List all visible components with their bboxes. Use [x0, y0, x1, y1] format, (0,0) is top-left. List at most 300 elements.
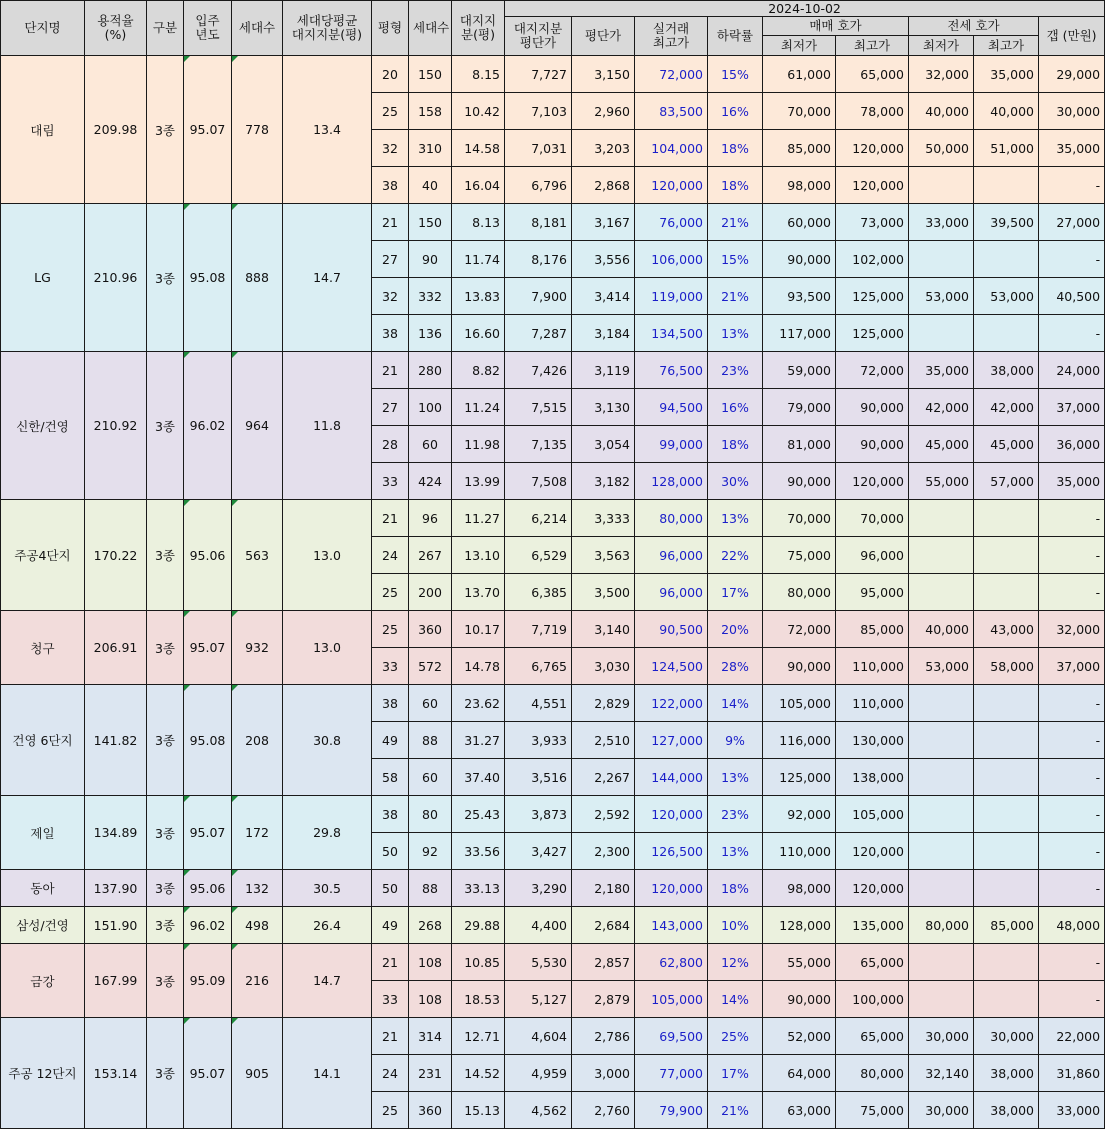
max-deal-cell[interactable]: 83,500: [635, 93, 708, 130]
max-deal-cell[interactable]: 143,000: [635, 907, 708, 944]
land-share-cell[interactable]: 15.13: [452, 1092, 505, 1129]
gap-cell[interactable]: -: [1039, 759, 1105, 796]
max-deal-cell[interactable]: 120,000: [635, 870, 708, 907]
sale-min-cell[interactable]: 128,000: [763, 907, 836, 944]
sale-max-cell[interactable]: 72,000: [836, 352, 909, 389]
land-share-cell[interactable]: 14.58: [452, 130, 505, 167]
land-share-cell[interactable]: 11.98: [452, 426, 505, 463]
pyeong-cell[interactable]: 38: [372, 167, 409, 204]
per-pyeong-price-cell[interactable]: 3,130: [572, 389, 635, 426]
land-share-cell[interactable]: 29.88: [452, 907, 505, 944]
max-deal-cell[interactable]: 127,000: [635, 722, 708, 759]
jeonse-min-cell[interactable]: 50,000: [909, 130, 974, 167]
unit-count-cell[interactable]: 108: [409, 981, 452, 1018]
complex-name[interactable]: 신한/건영: [1, 352, 85, 500]
max-deal-cell[interactable]: 104,000: [635, 130, 708, 167]
max-deal-cell[interactable]: 79,900: [635, 1092, 708, 1129]
drop-rate-cell[interactable]: 18%: [708, 130, 763, 167]
pyeong-cell[interactable]: 50: [372, 833, 409, 870]
land-price-cell[interactable]: 3,290: [505, 870, 572, 907]
drop-rate-cell[interactable]: 13%: [708, 759, 763, 796]
zone-type[interactable]: 3종: [147, 204, 184, 352]
gap-cell[interactable]: -: [1039, 944, 1105, 981]
sale-max-cell[interactable]: 110,000: [836, 685, 909, 722]
sale-min-cell[interactable]: 85,000: [763, 130, 836, 167]
sale-max-cell[interactable]: 135,000: [836, 907, 909, 944]
jeonse-max-cell[interactable]: [974, 759, 1039, 796]
move-in-year[interactable]: 95.06: [184, 870, 232, 907]
per-pyeong-price-cell[interactable]: 2,960: [572, 93, 635, 130]
per-pyeong-price-cell[interactable]: 2,868: [572, 167, 635, 204]
per-pyeong-price-cell[interactable]: 2,786: [572, 1018, 635, 1055]
sale-max-cell[interactable]: 130,000: [836, 722, 909, 759]
avg-land-share[interactable]: 14.7: [283, 204, 372, 352]
land-price-cell[interactable]: 3,933: [505, 722, 572, 759]
jeonse-min-cell[interactable]: 53,000: [909, 648, 974, 685]
complex-name[interactable]: 주공4단지: [1, 500, 85, 611]
land-price-cell[interactable]: 6,214: [505, 500, 572, 537]
pyeong-cell[interactable]: 24: [372, 537, 409, 574]
per-pyeong-price-cell[interactable]: 3,184: [572, 315, 635, 352]
drop-rate-cell[interactable]: 17%: [708, 574, 763, 611]
land-price-cell[interactable]: 4,551: [505, 685, 572, 722]
max-deal-cell[interactable]: 105,000: [635, 981, 708, 1018]
jeonse-min-cell[interactable]: 35,000: [909, 352, 974, 389]
unit-count-cell[interactable]: 310: [409, 130, 452, 167]
unit-count-cell[interactable]: 280: [409, 352, 452, 389]
unit-count-cell[interactable]: 80: [409, 796, 452, 833]
floor-area-ratio[interactable]: 170.22: [85, 500, 147, 611]
jeonse-min-cell[interactable]: [909, 833, 974, 870]
unit-count-cell[interactable]: 150: [409, 204, 452, 241]
land-share-cell[interactable]: 16.60: [452, 315, 505, 352]
per-pyeong-price-cell[interactable]: 3,000: [572, 1055, 635, 1092]
complex-name[interactable]: 금강: [1, 944, 85, 1018]
jeonse-max-cell[interactable]: 35,000: [974, 56, 1039, 93]
sale-min-cell[interactable]: 72,000: [763, 611, 836, 648]
per-pyeong-price-cell[interactable]: 3,119: [572, 352, 635, 389]
household-count[interactable]: 932: [232, 611, 283, 685]
household-count[interactable]: 905: [232, 1018, 283, 1129]
sale-min-cell[interactable]: 61,000: [763, 56, 836, 93]
drop-rate-cell[interactable]: 23%: [708, 352, 763, 389]
max-deal-cell[interactable]: 76,500: [635, 352, 708, 389]
move-in-year[interactable]: 95.07: [184, 611, 232, 685]
unit-count-cell[interactable]: 88: [409, 722, 452, 759]
drop-rate-cell[interactable]: 9%: [708, 722, 763, 759]
drop-rate-cell[interactable]: 16%: [708, 93, 763, 130]
table-row[interactable]: [1, 796, 1105, 833]
drop-rate-cell[interactable]: 16%: [708, 389, 763, 426]
max-deal-cell[interactable]: 99,000: [635, 426, 708, 463]
sale-min-cell[interactable]: 70,000: [763, 500, 836, 537]
land-share-cell[interactable]: 25.43: [452, 796, 505, 833]
per-pyeong-price-cell[interactable]: 3,140: [572, 611, 635, 648]
col-header-avg-land[interactable]: [283, 1, 372, 56]
drop-rate-cell[interactable]: 17%: [708, 1055, 763, 1092]
move-in-year[interactable]: 96.02: [184, 352, 232, 500]
land-price-cell[interactable]: 7,900: [505, 278, 572, 315]
sale-max-cell[interactable]: 80,000: [836, 1055, 909, 1092]
sale-min-cell[interactable]: 55,000: [763, 944, 836, 981]
sale-max-cell[interactable]: 120,000: [836, 833, 909, 870]
col-header-gap[interactable]: 갭 (만원): [1039, 17, 1105, 56]
sale-max-cell[interactable]: 96,000: [836, 537, 909, 574]
zone-type[interactable]: 3종: [147, 500, 184, 611]
pyeong-cell[interactable]: 50: [372, 870, 409, 907]
land-share-cell[interactable]: 13.83: [452, 278, 505, 315]
pyeong-cell[interactable]: 25: [372, 1092, 409, 1129]
pyeong-cell[interactable]: 21: [372, 500, 409, 537]
gap-cell[interactable]: -: [1039, 796, 1105, 833]
sale-max-cell[interactable]: 78,000: [836, 93, 909, 130]
gap-cell[interactable]: -: [1039, 981, 1105, 1018]
sale-min-cell[interactable]: 93,500: [763, 278, 836, 315]
land-price-cell[interactable]: 7,508: [505, 463, 572, 500]
jeonse-max-cell[interactable]: 40,000: [974, 93, 1039, 130]
sale-max-cell[interactable]: 65,000: [836, 944, 909, 981]
unit-count-cell[interactable]: 231: [409, 1055, 452, 1092]
per-pyeong-price-cell[interactable]: 3,563: [572, 537, 635, 574]
pyeong-cell[interactable]: 49: [372, 907, 409, 944]
table-row[interactable]: [1, 204, 1105, 241]
unit-count-cell[interactable]: 200: [409, 574, 452, 611]
land-price-cell[interactable]: 6,529: [505, 537, 572, 574]
jeonse-min-cell[interactable]: [909, 759, 974, 796]
gap-cell[interactable]: 33,000: [1039, 1092, 1105, 1129]
per-pyeong-price-cell[interactable]: 2,510: [572, 722, 635, 759]
sale-min-cell[interactable]: 92,000: [763, 796, 836, 833]
floor-area-ratio[interactable]: 210.92: [85, 352, 147, 500]
sale-max-cell[interactable]: 125,000: [836, 278, 909, 315]
col-header-sale[interactable]: [763, 17, 909, 56]
complex-name[interactable]: 청구: [1, 611, 85, 685]
land-share-cell[interactable]: 37.40: [452, 759, 505, 796]
jeonse-min-cell[interactable]: [909, 796, 974, 833]
land-share-cell[interactable]: 13.10: [452, 537, 505, 574]
gap-cell[interactable]: 35,000: [1039, 463, 1105, 500]
land-share-cell[interactable]: 10.42: [452, 93, 505, 130]
sale-min-cell[interactable]: 90,000: [763, 241, 836, 278]
jeonse-max-cell[interactable]: [974, 870, 1039, 907]
max-deal-cell[interactable]: 106,000: [635, 241, 708, 278]
pyeong-cell[interactable]: 38: [372, 685, 409, 722]
col-header-land-share[interactable]: [452, 1, 505, 56]
sale-min-cell[interactable]: 105,000: [763, 685, 836, 722]
jeonse-max-cell[interactable]: 38,000: [974, 1055, 1039, 1092]
land-price-cell[interactable]: 7,515: [505, 389, 572, 426]
drop-rate-cell[interactable]: 10%: [708, 907, 763, 944]
unit-count-cell[interactable]: 424: [409, 463, 452, 500]
jeonse-max-cell[interactable]: 43,000: [974, 611, 1039, 648]
jeonse-max-cell[interactable]: 38,000: [974, 1092, 1039, 1129]
land-price-cell[interactable]: 7,719: [505, 611, 572, 648]
pyeong-cell[interactable]: 27: [372, 389, 409, 426]
land-share-cell[interactable]: 12.71: [452, 1018, 505, 1055]
floor-area-ratio[interactable]: 209.98: [85, 56, 147, 204]
zone-type[interactable]: 3종: [147, 907, 184, 944]
complex-name[interactable]: 주공 12단지: [1, 1018, 85, 1129]
land-price-cell[interactable]: 7,135: [505, 426, 572, 463]
jeonse-max-cell[interactable]: [974, 796, 1039, 833]
floor-area-ratio[interactable]: 151.90: [85, 907, 147, 944]
jeonse-max-cell[interactable]: 85,000: [974, 907, 1039, 944]
jeonse-min-cell[interactable]: 55,000: [909, 463, 974, 500]
land-share-cell[interactable]: 23.62: [452, 685, 505, 722]
avg-land-share[interactable]: 13.0: [283, 611, 372, 685]
zone-type[interactable]: 3종: [147, 56, 184, 204]
pyeong-cell[interactable]: 24: [372, 1055, 409, 1092]
unit-count-cell[interactable]: 314: [409, 1018, 452, 1055]
sale-min-cell[interactable]: 52,000: [763, 1018, 836, 1055]
avg-land-share[interactable]: 13.0: [283, 500, 372, 611]
gap-cell[interactable]: 36,000: [1039, 426, 1105, 463]
sale-min-cell[interactable]: 90,000: [763, 981, 836, 1018]
col-header-units[interactable]: 세대수: [409, 1, 452, 56]
jeonse-min-cell[interactable]: [909, 944, 974, 981]
jeonse-min-cell[interactable]: 42,000: [909, 389, 974, 426]
max-deal-cell[interactable]: 96,000: [635, 537, 708, 574]
complex-name[interactable]: 건영 6단지: [1, 685, 85, 796]
household-count[interactable]: 172: [232, 796, 283, 870]
land-price-cell[interactable]: 3,427: [505, 833, 572, 870]
gap-cell[interactable]: 27,000: [1039, 204, 1105, 241]
drop-rate-cell[interactable]: 15%: [708, 241, 763, 278]
jeonse-min-cell[interactable]: [909, 574, 974, 611]
drop-rate-cell[interactable]: 18%: [708, 426, 763, 463]
per-pyeong-price-cell[interactable]: 2,857: [572, 944, 635, 981]
jeonse-max-cell[interactable]: 58,000: [974, 648, 1039, 685]
jeonse-max-cell[interactable]: [974, 574, 1039, 611]
move-in-year[interactable]: 95.08: [184, 685, 232, 796]
gap-cell[interactable]: 24,000: [1039, 352, 1105, 389]
land-share-cell[interactable]: 33.13: [452, 870, 505, 907]
zone-type[interactable]: 3종: [147, 944, 184, 1018]
gap-cell[interactable]: 40,500: [1039, 278, 1105, 315]
sale-max-cell[interactable]: 65,000: [836, 1018, 909, 1055]
col-header-households[interactable]: 세대수: [232, 1, 283, 56]
land-share-cell[interactable]: 13.99: [452, 463, 505, 500]
complex-name[interactable]: 동아: [1, 870, 85, 907]
pyeong-cell[interactable]: 20: [372, 56, 409, 93]
max-deal-cell[interactable]: 96,000: [635, 574, 708, 611]
sale-max-cell[interactable]: 73,000: [836, 204, 909, 241]
max-deal-cell[interactable]: 76,000: [635, 204, 708, 241]
gap-cell[interactable]: -: [1039, 167, 1105, 204]
land-price-cell[interactable]: 6,765: [505, 648, 572, 685]
land-share-cell[interactable]: 11.24: [452, 389, 505, 426]
max-deal-cell[interactable]: 80,000: [635, 500, 708, 537]
move-in-year[interactable]: 95.09: [184, 944, 232, 1018]
pyeong-cell[interactable]: 32: [372, 130, 409, 167]
household-count[interactable]: 498: [232, 907, 283, 944]
avg-land-share[interactable]: 26.4: [283, 907, 372, 944]
gap-cell[interactable]: -: [1039, 870, 1105, 907]
jeonse-min-cell[interactable]: [909, 981, 974, 1018]
household-count[interactable]: 888: [232, 204, 283, 352]
unit-count-cell[interactable]: 60: [409, 426, 452, 463]
sale-max-cell[interactable]: 120,000: [836, 463, 909, 500]
max-deal-cell[interactable]: 72,000: [635, 56, 708, 93]
per-pyeong-price-cell[interactable]: 3,203: [572, 130, 635, 167]
drop-rate-cell[interactable]: 22%: [708, 537, 763, 574]
sale-min-cell[interactable]: 117,000: [763, 315, 836, 352]
floor-area-ratio[interactable]: 153.14: [85, 1018, 147, 1129]
unit-count-cell[interactable]: 88: [409, 870, 452, 907]
land-price-cell[interactable]: 7,103: [505, 93, 572, 130]
jeonse-max-cell[interactable]: 39,500: [974, 204, 1039, 241]
land-price-cell[interactable]: 8,181: [505, 204, 572, 241]
household-count[interactable]: 208: [232, 685, 283, 796]
col-header-max-deal[interactable]: [635, 17, 708, 56]
unit-count-cell[interactable]: 572: [409, 648, 452, 685]
sale-max-cell[interactable]: 110,000: [836, 648, 909, 685]
per-pyeong-price-cell[interactable]: 2,879: [572, 981, 635, 1018]
pyeong-cell[interactable]: 33: [372, 648, 409, 685]
gap-cell[interactable]: -: [1039, 537, 1105, 574]
land-share-cell[interactable]: 10.85: [452, 944, 505, 981]
unit-count-cell[interactable]: 360: [409, 611, 452, 648]
sale-max-cell[interactable]: 95,000: [836, 574, 909, 611]
max-deal-cell[interactable]: 69,500: [635, 1018, 708, 1055]
pyeong-cell[interactable]: 38: [372, 315, 409, 352]
jeonse-min-cell[interactable]: [909, 500, 974, 537]
land-share-cell[interactable]: 13.70: [452, 574, 505, 611]
unit-count-cell[interactable]: 90: [409, 241, 452, 278]
max-deal-cell[interactable]: 126,500: [635, 833, 708, 870]
max-deal-cell[interactable]: 90,500: [635, 611, 708, 648]
sale-min-cell[interactable]: 90,000: [763, 648, 836, 685]
per-pyeong-price-cell[interactable]: 3,054: [572, 426, 635, 463]
max-deal-cell[interactable]: 122,000: [635, 685, 708, 722]
sale-max-cell[interactable]: 90,000: [836, 389, 909, 426]
table-row[interactable]: [1, 352, 1105, 389]
unit-count-cell[interactable]: 92: [409, 833, 452, 870]
avg-land-share[interactable]: 14.1: [283, 1018, 372, 1129]
table-row[interactable]: [1, 1018, 1105, 1055]
land-price-cell[interactable]: 8,176: [505, 241, 572, 278]
sale-max-cell[interactable]: 125,000: [836, 315, 909, 352]
sale-min-cell[interactable]: 98,000: [763, 167, 836, 204]
per-pyeong-price-cell[interactable]: 3,030: [572, 648, 635, 685]
max-deal-cell[interactable]: 119,000: [635, 278, 708, 315]
sale-min-cell[interactable]: 63,000: [763, 1092, 836, 1129]
sale-max-cell[interactable]: 120,000: [836, 167, 909, 204]
per-pyeong-price-cell[interactable]: 2,592: [572, 796, 635, 833]
jeonse-max-cell[interactable]: [974, 241, 1039, 278]
per-pyeong-price-cell[interactable]: 3,333: [572, 500, 635, 537]
unit-count-cell[interactable]: 96: [409, 500, 452, 537]
per-pyeong-price-cell[interactable]: 3,150: [572, 56, 635, 93]
jeonse-max-cell[interactable]: [974, 833, 1039, 870]
move-in-year[interactable]: 95.07: [184, 1018, 232, 1129]
land-share-cell[interactable]: 33.56: [452, 833, 505, 870]
pyeong-cell[interactable]: 33: [372, 981, 409, 1018]
table-row[interactable]: [1, 944, 1105, 981]
gap-cell[interactable]: -: [1039, 500, 1105, 537]
unit-count-cell[interactable]: 60: [409, 685, 452, 722]
per-pyeong-price-cell[interactable]: 3,167: [572, 204, 635, 241]
gap-cell[interactable]: 30,000: [1039, 93, 1105, 130]
max-deal-cell[interactable]: 120,000: [635, 796, 708, 833]
complex-name[interactable]: 삼성/건영: [1, 907, 85, 944]
floor-area-ratio[interactable]: 210.96: [85, 204, 147, 352]
jeonse-min-cell[interactable]: 40,000: [909, 611, 974, 648]
sale-min-cell[interactable]: 75,000: [763, 537, 836, 574]
drop-rate-cell[interactable]: 12%: [708, 944, 763, 981]
jeonse-max-cell[interactable]: [974, 500, 1039, 537]
pyeong-cell[interactable]: 32: [372, 278, 409, 315]
land-share-cell[interactable]: 18.53: [452, 981, 505, 1018]
jeonse-max-cell[interactable]: 45,000: [974, 426, 1039, 463]
drop-rate-cell[interactable]: 21%: [708, 1092, 763, 1129]
land-share-cell[interactable]: 8.82: [452, 352, 505, 389]
table-row[interactable]: [1, 56, 1105, 93]
sale-min-cell[interactable]: 59,000: [763, 352, 836, 389]
jeonse-min-cell[interactable]: 30,000: [909, 1092, 974, 1129]
gap-cell[interactable]: 31,860: [1039, 1055, 1105, 1092]
household-count[interactable]: 778: [232, 56, 283, 204]
unit-count-cell[interactable]: 108: [409, 944, 452, 981]
gap-cell[interactable]: 32,000: [1039, 611, 1105, 648]
jeonse-min-cell[interactable]: [909, 870, 974, 907]
move-in-year[interactable]: 95.08: [184, 204, 232, 352]
jeonse-max-cell[interactable]: [974, 981, 1039, 1018]
jeonse-min-cell[interactable]: [909, 315, 974, 352]
land-price-cell[interactable]: 7,727: [505, 56, 572, 93]
jeonse-max-cell[interactable]: [974, 685, 1039, 722]
land-price-cell[interactable]: 4,959: [505, 1055, 572, 1092]
jeonse-min-cell[interactable]: [909, 167, 974, 204]
avg-land-share[interactable]: 30.8: [283, 685, 372, 796]
per-pyeong-price-cell[interactable]: 3,182: [572, 463, 635, 500]
drop-rate-cell[interactable]: 28%: [708, 648, 763, 685]
jeonse-max-cell[interactable]: 38,000: [974, 352, 1039, 389]
drop-rate-cell[interactable]: 30%: [708, 463, 763, 500]
land-price-cell[interactable]: 4,562: [505, 1092, 572, 1129]
sale-max-cell[interactable]: 90,000: [836, 426, 909, 463]
col-header-land-price[interactable]: [505, 17, 572, 56]
table-row[interactable]: [1, 500, 1105, 537]
drop-rate-cell[interactable]: 14%: [708, 981, 763, 1018]
gap-cell[interactable]: -: [1039, 722, 1105, 759]
jeonse-min-cell[interactable]: 80,000: [909, 907, 974, 944]
household-count[interactable]: 964: [232, 352, 283, 500]
jeonse-min-cell[interactable]: [909, 685, 974, 722]
land-share-cell[interactable]: 31.27: [452, 722, 505, 759]
drop-rate-cell[interactable]: 23%: [708, 796, 763, 833]
col-header-pyeong[interactable]: 평형: [372, 1, 409, 56]
unit-count-cell[interactable]: 268: [409, 907, 452, 944]
drop-rate-cell[interactable]: 21%: [708, 278, 763, 315]
pyeong-cell[interactable]: 58: [372, 759, 409, 796]
col-header-name[interactable]: 단지명: [1, 1, 85, 56]
land-price-cell[interactable]: 7,426: [505, 352, 572, 389]
land-share-cell[interactable]: 14.78: [452, 648, 505, 685]
move-in-year[interactable]: 95.06: [184, 500, 232, 611]
pyeong-cell[interactable]: 21: [372, 352, 409, 389]
land-price-cell[interactable]: 7,287: [505, 315, 572, 352]
sale-max-cell[interactable]: 120,000: [836, 870, 909, 907]
jeonse-max-cell[interactable]: 42,000: [974, 389, 1039, 426]
sale-max-cell[interactable]: 70,000: [836, 500, 909, 537]
col-header-drop-rate[interactable]: 하락률: [708, 17, 763, 56]
move-in-year[interactable]: 96.02: [184, 907, 232, 944]
sale-min-cell[interactable]: 60,000: [763, 204, 836, 241]
jeonse-min-cell[interactable]: 32,000: [909, 56, 974, 93]
drop-rate-cell[interactable]: 13%: [708, 500, 763, 537]
max-deal-cell[interactable]: 128,000: [635, 463, 708, 500]
